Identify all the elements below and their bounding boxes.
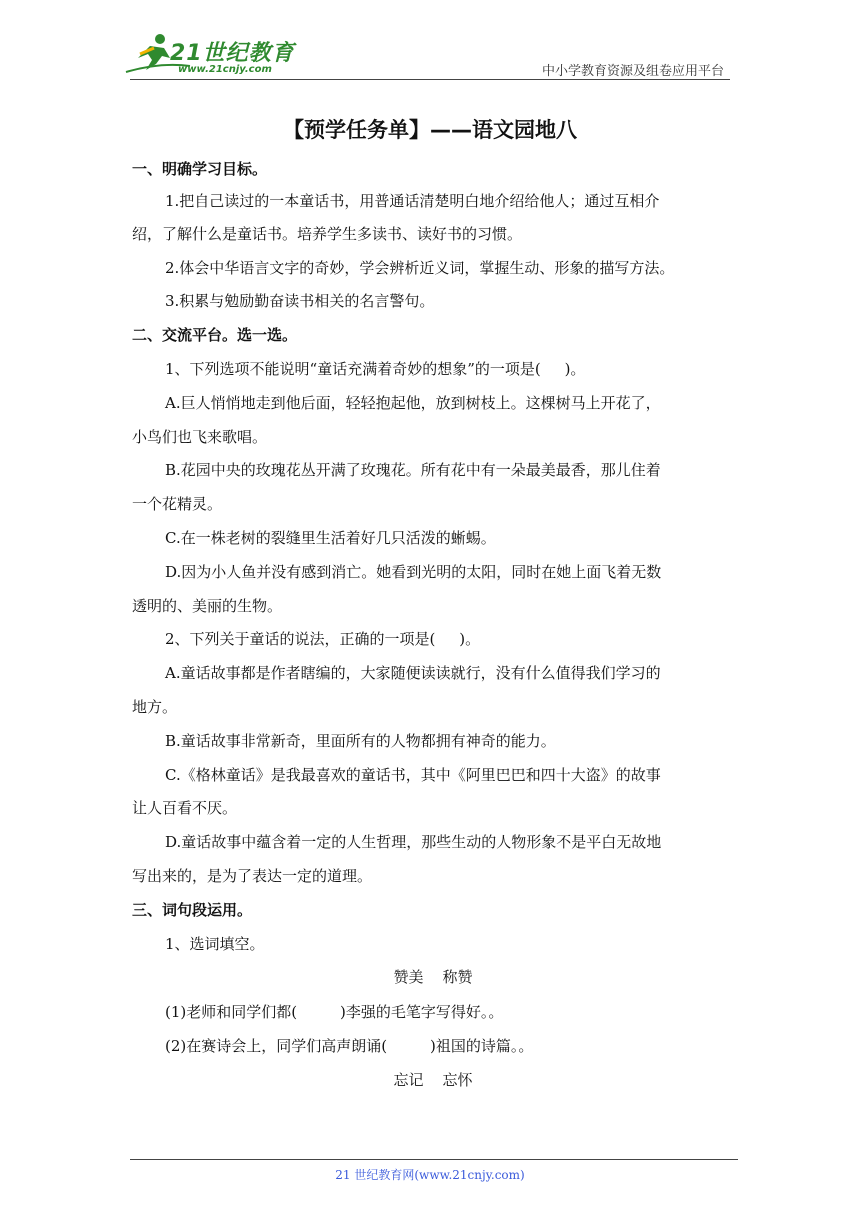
word-choice: 忘记 忘怀 [393, 1071, 473, 1089]
word-choice: 赞美 称赞 [393, 968, 473, 986]
option-line: B.童话故事非常新奇，里面所有的人物都拥有神奇的能力。 [165, 732, 556, 750]
header-divider [130, 79, 730, 80]
question-line: 1、选词填空。 [165, 935, 265, 953]
section-heading: 二、交流平台。选一选。 [132, 326, 298, 344]
paragraph-line: 2.体会中华语言文字的奇妙，学会辨析近义词，掌握生动、形象的描写方法。 [165, 259, 675, 277]
fill-in-line: (1)老师和同学们都( )李强的毛笔字写得好。。 [165, 1003, 504, 1021]
paragraph-line: 1.把自己读过的一本童话书，用普通话清楚明白地介绍给他人；通过互相介 [165, 192, 660, 210]
option-line: B.花园中央的玫瑰花丛开满了玫瑰花。所有花中有一朵最美最香，那儿住着 [165, 461, 661, 479]
option-line: D.童话故事中蕴含着一定的人生哲理，那些生动的人物形象不是平白无故地 [165, 833, 662, 851]
logo-url: www.21cnjy.com [178, 64, 272, 75]
page-header [0, 0, 860, 80]
page-footer: 21 世纪教育网(www.21cnjy.com) [335, 1168, 525, 1182]
option-line: A.童话故事都是作者瞎编的，大家随便读读就行，没有什么值得我们学习的 [165, 664, 661, 682]
fill-in-line: (2)在赛诗会上，同学们高声朗诵( )祖国的诗篇。。 [165, 1037, 534, 1055]
option-line: 写出来的，是为了表达一定的道理。 [132, 867, 373, 885]
question-line: 2、下列关于童话的说法，正确的一项是( )。 [165, 630, 481, 648]
option-line: 一个花精灵。 [132, 495, 223, 513]
document-title: 【预学任务单】——语文园地八 [283, 118, 577, 142]
option-line: C.在一株老树的裂缝里生活着好几只活泼的蜥蜴。 [165, 529, 496, 547]
logo-text: 21世纪教育 [170, 41, 295, 66]
platform-name: 中小学教育资源及组卷应用平台 [541, 64, 724, 79]
paragraph-line: 3.积累与勉励勤奋读书相关的名言警句。 [165, 292, 435, 310]
option-line: 地方。 [132, 698, 178, 716]
footer-divider [130, 1159, 738, 1160]
option-line: 小鸟们也飞来歌唱。 [132, 428, 268, 446]
section-heading: 三、词句段运用。 [132, 901, 253, 919]
option-line: C.《格林童话》是我最喜欢的童话书，其中《阿里巴巴和四十大盗》的故事 [165, 766, 661, 784]
option-line: A.巨人悄悄地走到他后面，轻轻抱起他，放到树枝上。这棵树马上开花了， [165, 394, 661, 412]
option-line: 让人百看不厌。 [132, 799, 238, 817]
paragraph-line: 绍，了解什么是童话书。培养学生多读书、读好书的习惯。 [132, 225, 523, 243]
section-heading: 一、明确学习目标。 [132, 160, 268, 178]
question-line: 1、下列选项不能说明“童话充满着奇妙的想象”的一项是( )。 [165, 360, 586, 378]
option-line: D.因为小人鱼并没有感到消亡。她看到光明的太阳，同时在她上面飞着无数 [165, 563, 662, 581]
option-line: 透明的、美丽的生物。 [132, 597, 283, 615]
